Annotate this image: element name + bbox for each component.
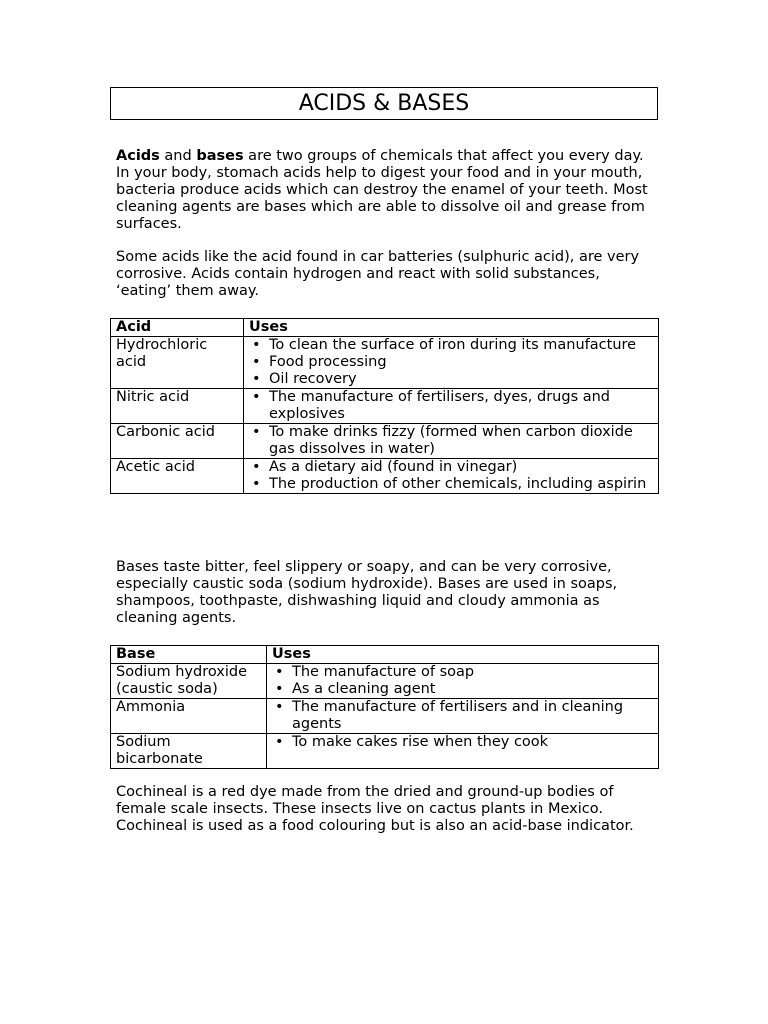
- base-uses-cell: [267, 664, 659, 699]
- base-uses-cell: [267, 734, 659, 769]
- uses-list: [249, 337, 653, 388]
- page-title: ACIDS & BASES: [110, 87, 658, 120]
- list-item: • Oil recovery: [249, 371, 653, 388]
- column-header-acid: Acid: [111, 319, 244, 337]
- acid-name-cell: Acetic acid: [111, 459, 244, 494]
- intro-paragraph: [116, 148, 656, 233]
- table-header-row: [111, 319, 659, 337]
- list-item: • The manufacture of fertilisers, dyes, drugs and explosives: [249, 389, 653, 423]
- base-name-cell: Sodium hydroxide (caustic soda): [111, 664, 267, 699]
- table-header-row: [111, 646, 659, 664]
- uses-list: [249, 459, 653, 493]
- uses-list: [249, 389, 653, 423]
- table-row: [111, 424, 659, 459]
- list-item: • Food processing: [249, 354, 653, 371]
- acid-uses-cell: [244, 424, 659, 459]
- base-name-cell: Sodium bicarbonate: [111, 734, 267, 769]
- column-header-base: Base: [111, 646, 267, 664]
- base-uses-cell: [267, 699, 659, 734]
- intro-and: and: [159, 148, 197, 164]
- list-item: • To make cakes rise when they cook: [272, 734, 653, 751]
- table-row: [111, 734, 659, 769]
- column-header-uses: Uses: [267, 646, 659, 664]
- intro-rest: are two groups of chemicals that affect you every day. In your body, stomach acids help to digest your food and in your mouth, bacteria produce acids which can destroy the enamel of your teeth. Most cleaning agents are bases which are able to dissolve oil and grease from surfaces.: [116, 148, 648, 232]
- acids-term: Acids: [116, 148, 160, 164]
- table-row: [111, 664, 659, 699]
- column-header-uses: Uses: [244, 319, 659, 337]
- cochineal-paragraph: Cochineal is a red dye made from the dried and ground-up bodies of female scale insects. These insects live on cactus plants in Mexico. Cochineal is used as a food colouring but is also an acid-base indicator.: [116, 784, 634, 834]
- list-item: • As a cleaning agent: [272, 681, 653, 698]
- acids-uses-table: [110, 318, 659, 494]
- table-row: [111, 459, 659, 494]
- list-item: • The manufacture of soap: [272, 664, 653, 681]
- uses-list: [272, 699, 653, 733]
- table-row: [111, 389, 659, 424]
- table-row: [111, 337, 659, 389]
- bases-paragraph: Bases taste bitter, feel slippery or soapy, and can be very corrosive, especially caustic soda (sodium hydroxide). Bases are used in soaps, shampoos, toothpaste, dishwashing liquid and cloudy ammonia as cleaning agents.: [116, 559, 618, 626]
- acid-name-cell: Hydrochloric acid: [111, 337, 244, 389]
- acids-corrosive-paragraph: Some acids like the acid found in car batteries (sulphuric acid), are very corrosive. Acids contain hydrogen and react with solid substances, ‘eating’ them away.: [116, 249, 640, 299]
- list-item: • To make drinks fizzy (formed when carbon dioxide gas dissolves in water): [249, 424, 653, 458]
- acid-uses-cell: [244, 337, 659, 389]
- uses-list: [272, 734, 653, 751]
- list-item: • The manufacture of fertilisers and in cleaning agents: [272, 699, 653, 733]
- table-row: [111, 699, 659, 734]
- acid-name-cell: Carbonic acid: [111, 424, 244, 459]
- list-item: • The production of other chemicals, including aspirin: [249, 476, 653, 493]
- uses-list: [249, 424, 653, 458]
- bases-term: bases: [196, 148, 244, 164]
- acid-uses-cell: [244, 389, 659, 424]
- acid-name-cell: Nitric acid: [111, 389, 244, 424]
- list-item: • As a dietary aid (found in vinegar): [249, 459, 653, 476]
- base-name-cell: Ammonia: [111, 699, 267, 734]
- list-item: • To clean the surface of iron during its manufacture: [249, 337, 653, 354]
- acid-uses-cell: [244, 459, 659, 494]
- bases-uses-table: [110, 645, 659, 769]
- uses-list: [272, 664, 653, 698]
